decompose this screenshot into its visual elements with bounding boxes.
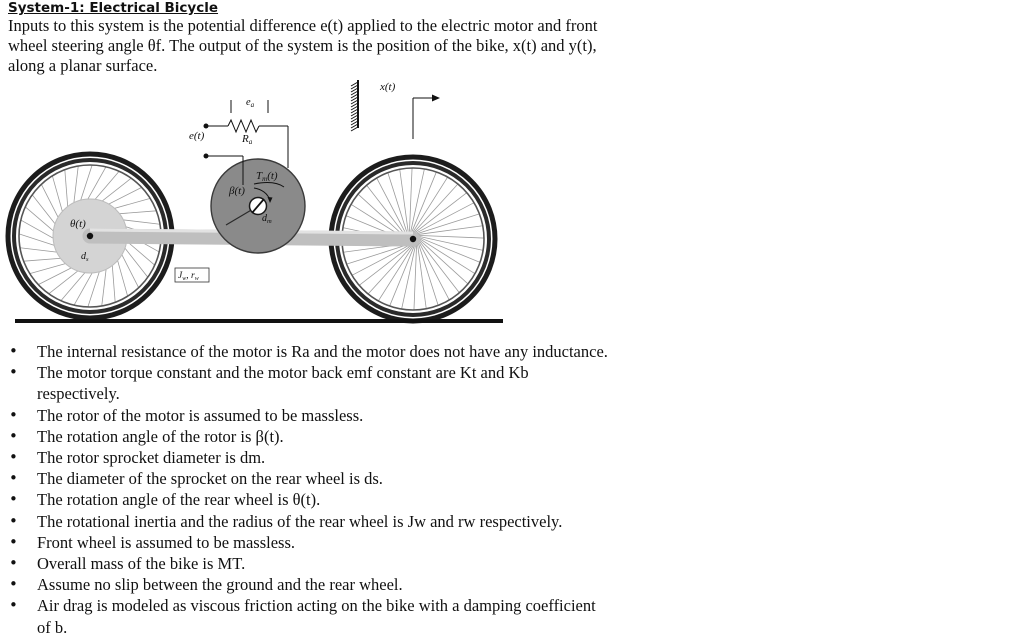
list-item: • The rotor sprocket diameter is dm. xyxy=(0,447,700,468)
label-jw-main: J xyxy=(178,271,183,281)
label-rw-sub: w xyxy=(194,276,199,282)
label-beta: β(t) xyxy=(229,185,245,197)
intro-line: along a planar surface. xyxy=(8,56,158,75)
label-ra-sub: a xyxy=(248,138,253,146)
list-item: • The diameter of the sprocket on the rear wheel is ds. xyxy=(0,468,700,489)
assumptions-list xyxy=(0,341,700,638)
list-item-continuation: respectively. xyxy=(37,384,120,404)
front-hub xyxy=(410,236,416,242)
label-ea-sub: a xyxy=(250,101,255,109)
label-ra-main: R xyxy=(242,133,249,145)
list-item: • Air drag is modeled as viscous friction acting on the bike with a damping coefficient xyxy=(0,595,700,616)
list-item: • Assume no slip between the ground and the rear wheel. xyxy=(0,574,700,595)
label-theta: θ(t) xyxy=(70,218,86,230)
intro-paragraph xyxy=(8,16,648,76)
x-arrow-icon xyxy=(432,95,440,102)
position-reference xyxy=(351,80,440,139)
label-dm-sub: m xyxy=(267,218,272,225)
label-ra xyxy=(241,133,253,146)
label-tm-arg: (t) xyxy=(267,170,278,182)
label-jw-comma: , xyxy=(186,271,191,281)
list-item: • The motor torque constant and the motor back emf constant are Kt and Kb xyxy=(0,362,700,383)
label-ds-sub: s xyxy=(86,256,89,263)
list-item: • The rotor of the motor is assumed to be massless. xyxy=(0,405,700,426)
intro-line: wheel steering angle θf. The output of the system is the position of the bike, x(t) and y(t), xyxy=(8,36,597,55)
list-item: • The rotational inertia and the radius of the rear wheel is Jw and rw respectively. xyxy=(0,511,700,532)
page-title: System-1: Electrical Bicycle xyxy=(8,0,219,16)
rear-hub xyxy=(87,233,93,239)
list-item: • Overall mass of the bike is MT. xyxy=(0,553,700,574)
label-rw-main: r xyxy=(190,271,195,281)
label-tm-sub: m xyxy=(262,175,268,183)
list-item: • Front wheel is assumed to be massless. xyxy=(0,532,700,553)
label-ea xyxy=(246,97,255,109)
list-item-continuation: of b. xyxy=(37,617,68,637)
label-jw-sub: w xyxy=(182,276,187,282)
label-ds-main: d xyxy=(81,251,86,262)
label-tm xyxy=(256,170,278,183)
label-ea-main: e xyxy=(246,97,251,108)
spoke xyxy=(400,169,409,238)
list-item: • The internal resistance of the motor is Ra and the motor does not have any inductance. xyxy=(0,341,700,362)
list-item: • The rotation angle of the rotor is β(t). xyxy=(0,426,700,447)
terminal-bottom xyxy=(204,154,209,159)
intro-line: Inputs to this system is the potential difference e(t) applied to the electric motor and front xyxy=(8,16,598,35)
terminal-top xyxy=(204,124,209,129)
label-tm-main: T xyxy=(256,170,263,182)
spoke xyxy=(414,226,483,235)
label-e: e(t) xyxy=(189,130,205,142)
label-x: x(t) xyxy=(380,81,396,93)
list-item: • The rotation angle of the rear wheel is θ(t). xyxy=(0,489,700,510)
bicycle-diagram xyxy=(0,72,520,328)
spoke xyxy=(417,240,426,309)
label-dm-main: d xyxy=(262,213,267,224)
